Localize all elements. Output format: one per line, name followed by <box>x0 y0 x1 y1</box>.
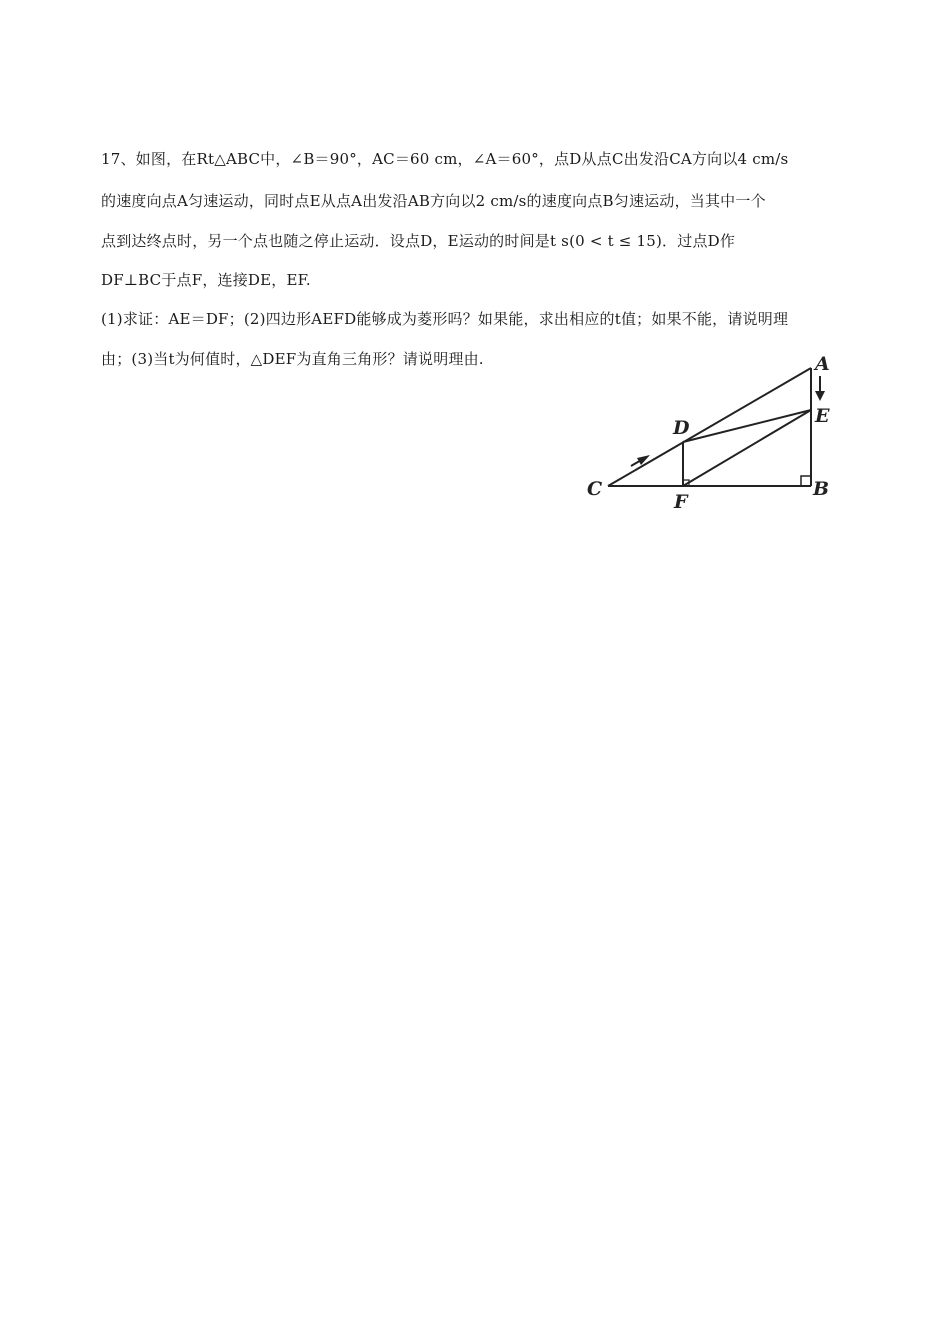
label-c: C <box>587 478 603 500</box>
label-b: B <box>813 478 830 500</box>
arrow-e-icon <box>815 391 825 401</box>
problem-line-5: (1)求证：AE＝DF；(2)四边形AEFD能够成为菱形吗？如果能，求出相应的t值；如果不能，请说明理 <box>101 310 789 328</box>
problem-line-1: 17、如图，在Rt△ABC中，∠B＝90°，AC＝60 cm，∠A＝60°，点D从点C出发沿CA方向以4 cm/s <box>101 150 789 168</box>
label-d: D <box>673 417 690 439</box>
label-f: F <box>674 491 688 513</box>
segment-ef <box>683 410 811 486</box>
segment-de <box>683 410 811 442</box>
problem-line-2: 的速度向点A匀速运动，同时点E从点A出发沿AB方向以2 cm/s的速度向点B匀速运动，当其中一个 <box>101 192 766 210</box>
label-e: E <box>815 405 830 427</box>
label-a: A <box>815 354 830 375</box>
problem-line-3: 点到达终点时，另一个点也随之停止运动．设点D，E运动的时间是t s(0 < t ≤ 15)．过点D作 <box>101 232 736 250</box>
problem-line-6: 由；(3)当t为何值时，△DEF为直角三角形？请说明理由. <box>101 350 484 368</box>
right-angle-mark-b <box>801 476 811 486</box>
geometry-figure <box>582 354 842 514</box>
problem-line-4: DF⊥BC于点F，连接DE，EF. <box>101 271 311 289</box>
